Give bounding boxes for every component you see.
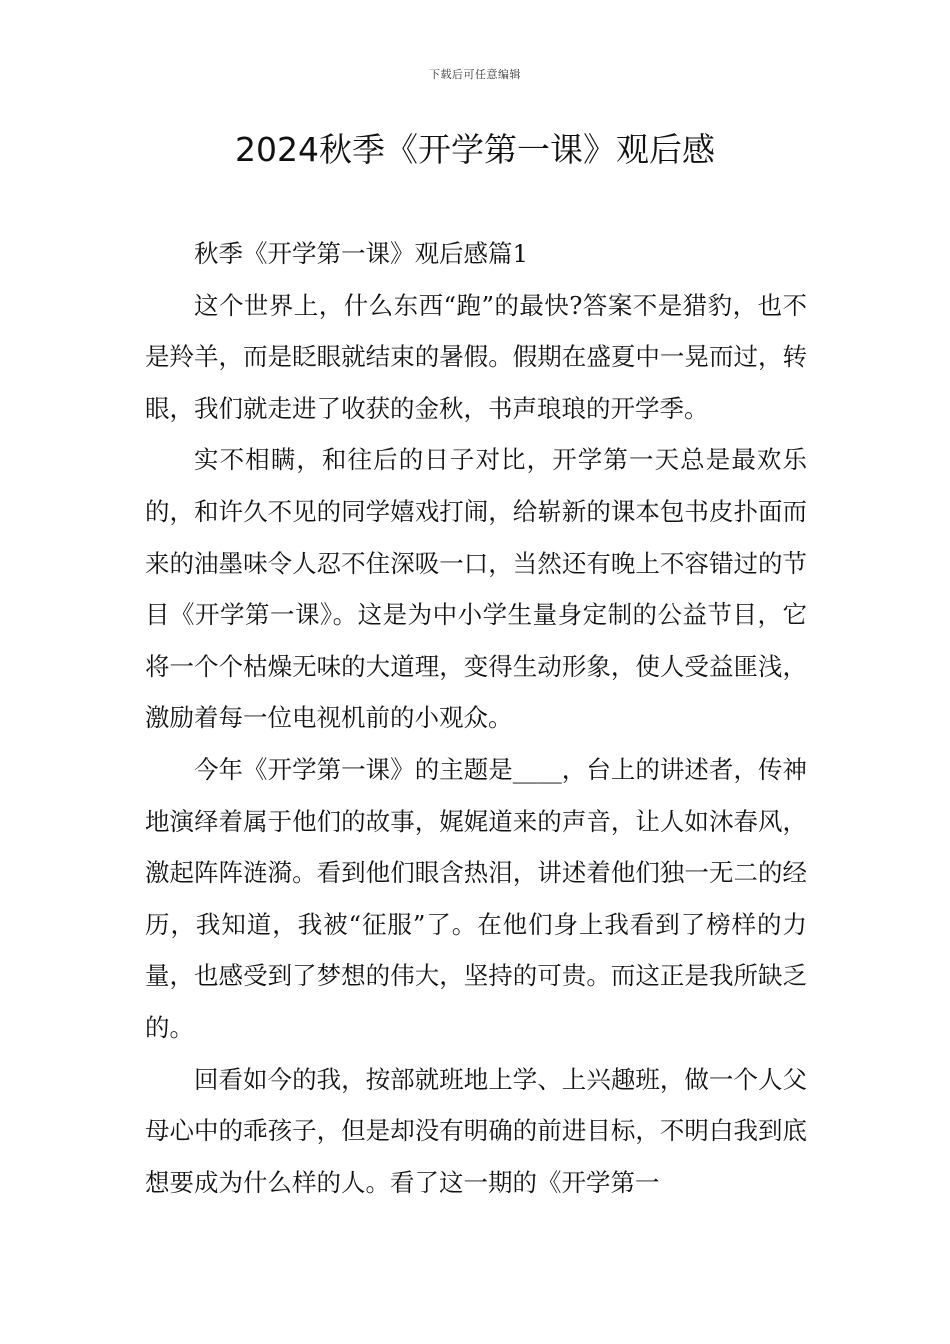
paragraph-1: 这个世界上，什么东西“跑”的最快?答案不是猎豹，也不是羚羊，而是眨眼就结束的暑假。假期在盛夏中一晃而过，转眼，我们就走进了收获的金秋，书声琅琅的开学季。 bbox=[145, 290, 807, 423]
paragraph-4: 回看如今的我，按部就班地上学、上兴趣班，做一个人父母心中的乖孩子，但是却没有明确的前进目标，不明白我到底想要成为什么样的人。看了这一期的《开学第一 bbox=[145, 1064, 807, 1197]
document-body bbox=[145, 228, 807, 1208]
document-title: 2024秋季《开学第一课》观后感 bbox=[235, 130, 715, 169]
section-heading: 秋季《开学第一课》观后感篇1 bbox=[194, 239, 529, 268]
header-note: 下载后可任意编辑 bbox=[429, 68, 521, 81]
paragraph-2: 实不相瞒，和往后的日子对比，开学第一天总是最欢乐的，和许久不见的同学嬉戏打闹，给崭新的课本包书皮扑面而来的油墨味令人忍不住深吸一口，当然还有晚上不容错过的节目《开学第一课》。这是为中小学生量身定制的公益节目，它将一个个枯燥无味的大道理，变得生动形象，使人受益匪浅，激励着每一位电视机前的小观众。 bbox=[145, 445, 807, 733]
paragraph-3: 今年《开学第一课》的主题是____，台上的讲述者，传神地演绎着属于他们的故事，娓娓道来的声音，让人如沐春风，激起阵阵涟漪。看到他们眼含热泪，讲述着他们独一无二的经历，我知道，我被“征服”了。在他们身上我看到了榜样的力量，也感受到了梦想的伟大，坚持的可贵。而这正是我所缺乏的。 bbox=[145, 754, 807, 1042]
